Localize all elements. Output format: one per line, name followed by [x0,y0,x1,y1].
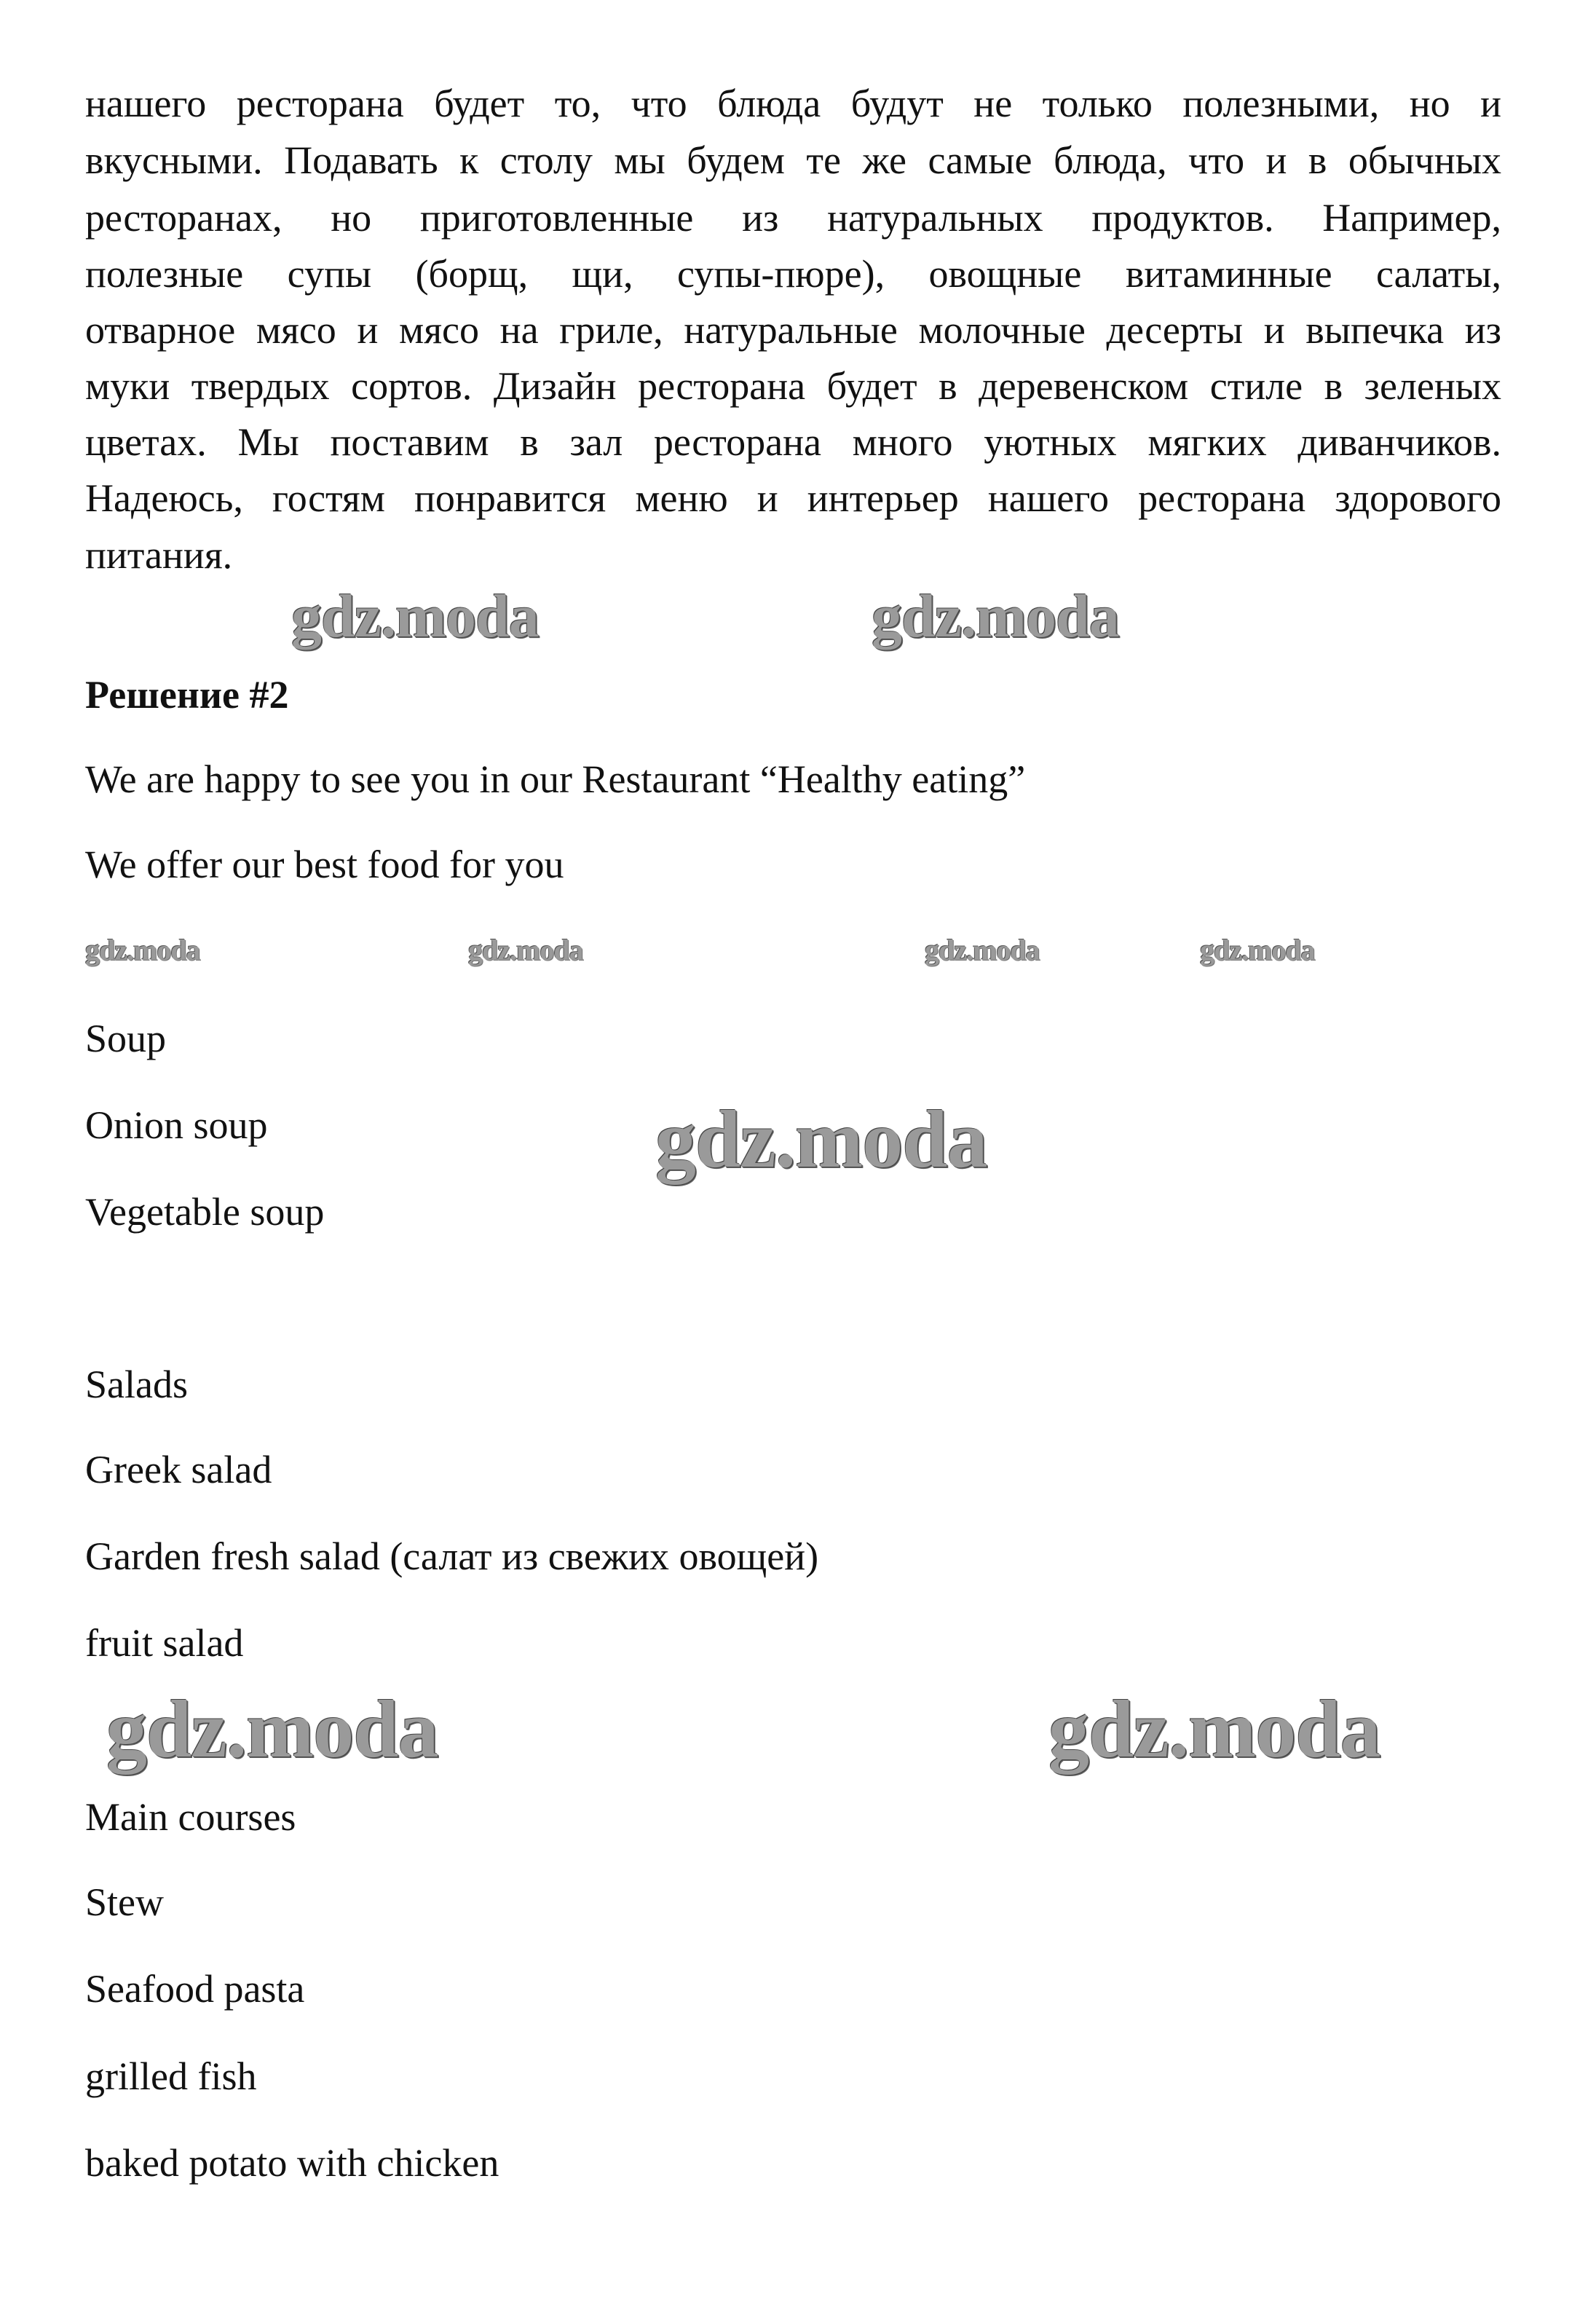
watermark: gdz.moda [872,583,1119,650]
menu-item: Greek salad [85,1448,272,1491]
section-title: Soup [85,1017,167,1060]
paragraph-line: отварное мясо и мясо на гриле, натуральные молочные десерты и выпечка из [85,308,1501,352]
watermark: gdz.moda [468,934,583,966]
solution-heading: Решение #2 [85,673,289,717]
watermark: gdz.moda [1200,934,1315,966]
paragraph-line: Надеюсь, гостям понравится меню и интерьер нашего ресторана здорового [85,476,1501,520]
paragraph-line: муки твердых сортов. Дизайн ресторана будет в деревенском стиле в зеленых [85,364,1501,408]
menu-item: Onion soup [85,1103,268,1147]
menu-item: Seafood pasta [85,1967,305,2011]
menu-item: Vegetable soup [85,1190,325,1234]
menu-item: grilled fish [85,2054,257,2098]
paragraph-line: вкусными. Подавать к столу мы будем те же самые блюда, что и в обычных [85,138,1501,182]
section-title: Salads [85,1363,188,1406]
intro-line: We offer our best food for you [85,843,564,886]
menu-item: baked potato with chicken [85,2141,499,2185]
paragraph-line: цветах. Мы поставим в зал ресторана много уютных мягких диванчиков. [85,420,1501,464]
menu-item: Garden fresh salad (салат из свежих овощей) [85,1534,819,1578]
paragraph-line: нашего ресторана будет то, что блюда будут не только полезными, но и [85,82,1501,125]
paragraph-line: питания. [85,533,233,577]
paragraph-line: полезные супы (борщ, щи, супы-пюре), овощные витаминные салаты, [85,252,1501,296]
intro-line: We are happy to see you in our Restaurant “Healthy eating” [85,757,1026,801]
menu-item: fruit salad [85,1621,244,1665]
menu-item: Stew [85,1880,164,1924]
watermark: gdz.moda [655,1095,987,1185]
watermark: gdz.moda [291,583,539,650]
paragraph-line: ресторанах, но приготовленные из натуральных продуктов. Например, [85,196,1501,240]
section-title: Main courses [85,1795,296,1839]
watermark: gdz.moda [1048,1684,1380,1775]
watermark: gdz.moda [85,934,200,966]
watermark: gdz.moda [925,934,1040,966]
watermark: gdz.moda [106,1684,438,1775]
